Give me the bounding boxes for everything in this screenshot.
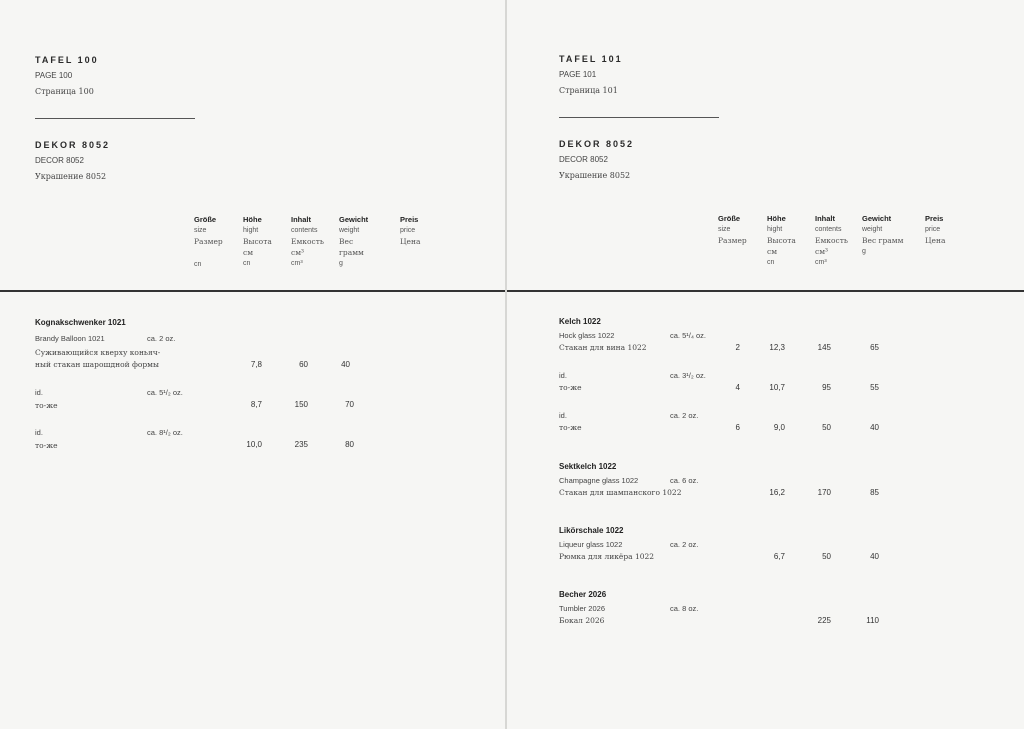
item-name-ru: то-же <box>559 423 582 432</box>
item-title: Kelch 1022 <box>559 317 601 326</box>
header-divider <box>35 118 195 119</box>
item-name-en: id. <box>559 371 567 380</box>
tafel-title: TAFEL 100 <box>35 55 99 65</box>
item-name-ru: то-же <box>35 401 58 410</box>
page-number-ru: Страница 101 <box>559 86 618 95</box>
page-number-en: PAGE 100 <box>35 71 73 80</box>
item-title: Sektkelch 1022 <box>559 462 617 471</box>
item-height: 12,3 <box>769 343 785 352</box>
item-capacity-oz: ca. 2 oz. <box>670 540 699 549</box>
item-height: 10,7 <box>769 383 785 392</box>
item-height: 10,0 <box>246 440 262 449</box>
column-height <box>243 214 283 269</box>
item-height: 8,7 <box>250 400 262 409</box>
column-label-en: size <box>718 226 731 233</box>
column-label-ru: Размер <box>718 236 747 245</box>
column-unit: g <box>339 260 343 267</box>
item-name-ru: Рюмка для ликёра 1022 <box>559 552 655 561</box>
item-name-ru: Стакан для шампанского 1022 <box>559 488 682 497</box>
item-weight: 55 <box>870 383 879 392</box>
column-unit: cn <box>767 259 775 266</box>
column-unit: cn <box>194 261 202 268</box>
column-label-ru: Цена <box>400 237 421 246</box>
column-label-ru: Размер <box>194 237 223 246</box>
item-title: Kognakschwenker 1021 <box>35 318 126 327</box>
column-weight <box>339 214 379 269</box>
item-contents: 50 <box>822 423 831 432</box>
column-label-en: contents <box>815 226 842 233</box>
item-height: 6,7 <box>773 552 785 561</box>
column-label-en: contents <box>291 227 318 234</box>
item-capacity-oz: ca. 8 oz. <box>670 604 699 613</box>
column-label-ru: Высота см <box>243 237 272 257</box>
column-label-de: Inhalt <box>815 214 835 223</box>
item-title: Likörschale 1022 <box>559 526 624 535</box>
column-label-ru: Вес грамм <box>339 237 364 257</box>
column-unit: cm³ <box>815 259 827 266</box>
column-label-ru: Вес грамм <box>862 236 904 245</box>
column-height <box>767 213 807 268</box>
column-contents <box>291 214 337 269</box>
item-height: 7,8 <box>250 360 262 369</box>
item-name-en: id. <box>35 388 43 397</box>
item-contents: 145 <box>817 343 831 352</box>
column-label-en: price <box>400 227 416 234</box>
item-name-ru: Суживающийся кверху коньяч- <box>35 348 161 357</box>
item-size: 2 <box>735 343 740 352</box>
column-label-de: Höhe <box>767 214 786 223</box>
decor-ru: Украшение 8052 <box>559 171 631 180</box>
item-contents: 150 <box>294 400 308 409</box>
column-label-de: Preis <box>400 215 419 224</box>
column-size <box>194 214 223 270</box>
item-contents: 60 <box>299 360 308 369</box>
column-label-en: hight <box>243 227 259 234</box>
decor-en: DECOR 8052 <box>35 156 84 165</box>
item-name-ru-line2: ный стакан шарошдной формы <box>35 360 159 369</box>
column-contents <box>815 213 861 268</box>
item-contents: 225 <box>817 616 831 625</box>
item-contents: 235 <box>294 440 308 449</box>
item-capacity-oz: ca. 5¹/₂ oz. <box>147 388 183 397</box>
item-name-en: id. <box>35 428 43 437</box>
item-height: 9,0 <box>773 423 785 432</box>
column-unit: g <box>862 248 866 255</box>
page-number-en: PAGE 101 <box>559 70 597 79</box>
item-weight: 65 <box>870 343 879 352</box>
column-label-de: Größe <box>194 215 217 224</box>
item-name-en: Tumbler 2026 <box>559 604 605 613</box>
item-capacity-oz: ca. 3¹/₂ oz. <box>670 371 706 380</box>
decor-title: DEKOR 8052 <box>35 140 111 150</box>
item-name-en: Brandy Balloon 1021 <box>35 334 105 343</box>
item-name-ru: Стакан для вина 1022 <box>559 343 647 352</box>
item-name-ru: то-же <box>35 441 58 450</box>
column-label-en: price <box>925 226 941 233</box>
column-label-de: Größe <box>718 214 741 223</box>
item-weight: 70 <box>345 400 354 409</box>
column-label-ru: Емкость см³ <box>815 236 848 256</box>
left-page <box>0 0 505 729</box>
column-unit: cn <box>243 260 251 267</box>
decor-title: DEKOR 8052 <box>559 139 635 149</box>
item-weight: 110 <box>866 616 879 625</box>
item-weight: 80 <box>345 440 354 449</box>
column-weight <box>862 213 904 257</box>
right-page <box>507 0 1024 729</box>
column-label-de: Gewicht <box>862 214 892 223</box>
page-number-ru: Страница 100 <box>35 87 94 96</box>
item-weight: 85 <box>870 488 879 497</box>
column-label-de: Inhalt <box>291 215 311 224</box>
column-label-en: size <box>194 227 207 234</box>
item-capacity-oz: ca. 6 oz. <box>670 476 699 485</box>
item-weight: 40 <box>870 423 879 432</box>
item-capacity-oz: ca. 2 oz. <box>147 334 176 343</box>
item-name-en: Hock glass 1022 <box>559 331 615 340</box>
item-name-en: Liqueur glass 1022 <box>559 540 623 549</box>
column-label-en: weight <box>339 227 360 234</box>
item-title: Becher 2026 <box>559 590 607 599</box>
item-name-en: Champagne glass 1022 <box>559 476 639 485</box>
item-name-en: id. <box>559 411 567 420</box>
item-weight: 40 <box>870 552 879 561</box>
column-price <box>925 213 945 246</box>
decor-ru: Украшение 8052 <box>35 172 107 181</box>
item-contents: 170 <box>817 488 831 497</box>
item-weight: 40 <box>341 360 350 369</box>
column-size <box>718 213 747 246</box>
column-label-de: Preis <box>925 214 944 223</box>
item-name-ru: то-же <box>559 383 582 392</box>
table-header-rule <box>507 290 1024 292</box>
column-label-en: weight <box>862 226 883 233</box>
item-size: 6 <box>735 423 740 432</box>
column-label-ru: Высота см <box>767 236 796 256</box>
item-name-ru: Бокал 2026 <box>559 616 605 625</box>
column-label-ru: Цена <box>925 236 946 245</box>
column-label-de: Gewicht <box>339 215 369 224</box>
item-capacity-oz: ca. 2 oz. <box>670 411 699 420</box>
header-divider <box>559 117 719 118</box>
item-size: 4 <box>735 383 740 392</box>
tafel-title: TAFEL 101 <box>559 54 623 64</box>
column-label-de: Höhe <box>243 215 262 224</box>
column-price <box>400 214 420 247</box>
item-contents: 95 <box>822 383 831 392</box>
item-contents: 50 <box>822 552 831 561</box>
column-label-ru: Емкость см³ <box>291 237 324 257</box>
column-label-en: hight <box>767 226 783 233</box>
item-height: 16,2 <box>769 488 785 497</box>
table-header-rule <box>0 290 505 292</box>
decor-en: DECOR 8052 <box>559 155 608 164</box>
item-capacity-oz: ca. 5¹/₄ oz. <box>670 331 706 340</box>
item-capacity-oz: ca. 8¹/₂ oz. <box>147 428 183 437</box>
column-unit: cm³ <box>291 260 303 267</box>
